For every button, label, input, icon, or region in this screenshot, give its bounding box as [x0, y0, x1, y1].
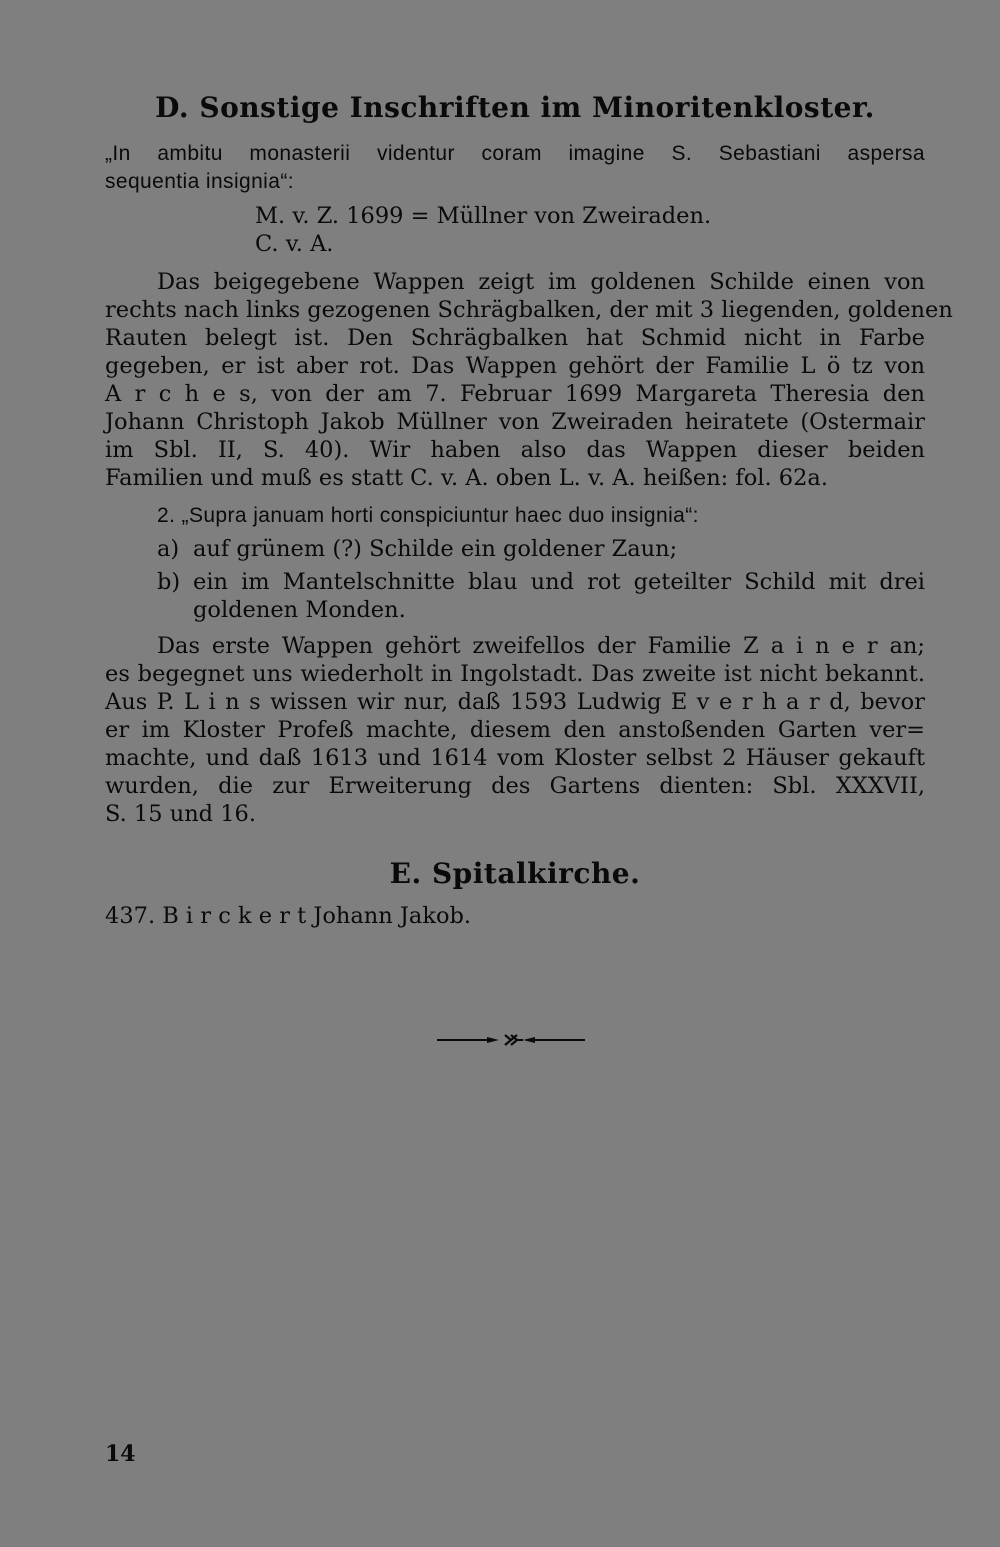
paragraph1-line-7: im Sbl. II, S. 40). Wir haben also das Wappen dieser beiden: [105, 437, 925, 463]
section-e-entry: 437. B i r c k e r t Johann Jakob.: [105, 903, 472, 929]
section-e-heading: E. Spitalkirche.: [389, 857, 641, 890]
paragraph2-line-2: es begegnet uns wiederholt in Ingolstadt. Das zweite ist nicht bekannt.: [105, 661, 925, 687]
abbrev-line-2: C. v. A.: [255, 231, 334, 257]
page: [105, 0, 953, 1547]
page-number: 14: [105, 1441, 136, 1467]
abbrev-line-1: M. v. Z. 1699 = Müllner von Zweiraden.: [255, 203, 712, 229]
paragraph1-line-2: rechts nach links gezogenen Schrägbalken, der mit 3 liegenden, goldenen: [105, 297, 953, 323]
paragraph1-line-1: Das beigegebene Wappen zeigt im goldenen Schilde einen von: [157, 269, 925, 295]
item-b-line-2: goldenen Monden.: [193, 597, 406, 623]
paragraph1-line-3: Rauten belegt ist. Den Schrägbalken hat Schmid nicht in Farbe: [105, 325, 925, 351]
paragraph2-line-4: er im Kloster Profeß machte, diesem den anstoßenden Garten ver=: [105, 717, 925, 743]
paragraph2-line-5: machte, und daß 1613 und 1614 vom Kloster selbst 2 Häuser gekauft: [105, 745, 925, 771]
ornament-divider: [435, 1030, 587, 1050]
paragraph2-line-6: wurden, die zur Erweiterung des Gartens dienten: Sbl. XXXVII,: [105, 773, 925, 799]
paragraph2-line-7: S. 15 und 16.: [105, 801, 257, 827]
paragraph2-line-1: Das erste Wappen gehört zweifellos der Familie Z a i n e r an;: [157, 633, 925, 659]
item-a-text: auf grünem (?) Schilde ein goldener Zaun;: [193, 536, 678, 562]
paragraph1-line-4: gegeben, er ist aber rot. Das Wappen gehört der Familie L ö tz von: [105, 353, 925, 379]
item-b-marker: b): [157, 569, 181, 595]
paragraph2-line-3: Aus P. L i n s wissen wir nur, daß 1593 Ludwig E v e r h a r d, bevor: [105, 689, 925, 715]
section-d-heading: D. Sonstige Inschriften im Minoritenkloster.: [155, 91, 875, 124]
paragraph1-line-8: Familien und muß es statt C. v. A. oben L. v. A. heißen: fol. 62a.: [105, 465, 828, 491]
item-a-marker: a): [157, 536, 180, 562]
paragraph1-line-6: Johann Christoph Jakob Müllner von Zweiraden heiratete (Ostermair: [105, 409, 925, 435]
quote-line-2: sequentia insignia“:: [105, 170, 294, 193]
paragraph1-line-5: A r c h e s, von der am 7. Februar 1699 Margareta Theresia den: [105, 381, 925, 407]
item2-line: 2. „Supra januam horti conspiciuntur haec duo insignia“:: [157, 504, 699, 527]
item-b-line-1: ein im Mantelschnitte blau und rot geteilter Schild mit drei: [193, 569, 925, 595]
quote-line-1: „In ambitu monasterii videntur coram imagine S. Sebastiani aspersa: [105, 142, 925, 165]
